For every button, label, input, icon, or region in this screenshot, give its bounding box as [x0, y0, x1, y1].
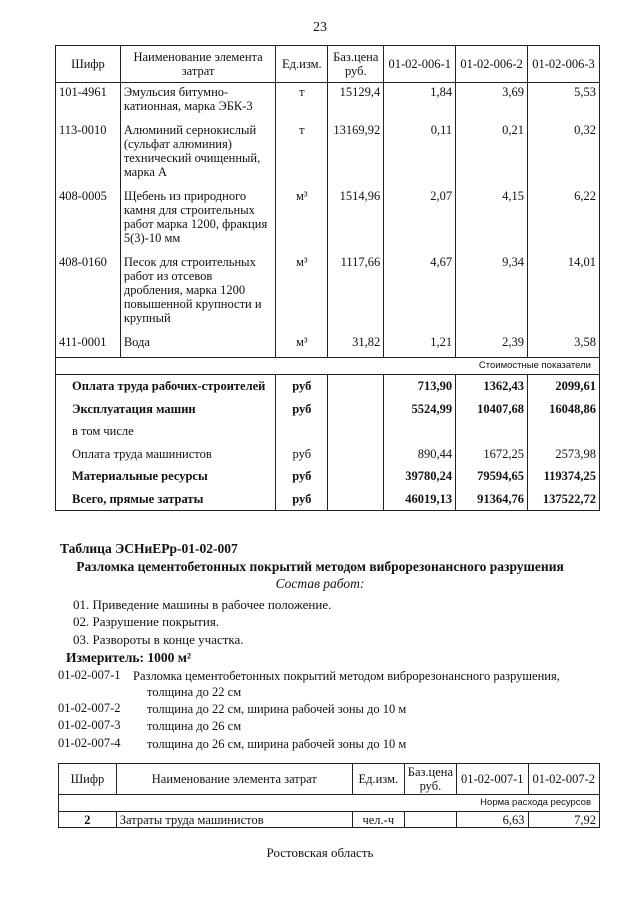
- cost-unit: руб: [276, 375, 328, 398]
- cost-value: 46019,13: [384, 488, 456, 511]
- cost-value: 1672,25: [456, 443, 528, 466]
- unit-cell: м³: [276, 253, 328, 333]
- cost-empty: [328, 443, 384, 466]
- cost-label: Оплата труда машинистов: [56, 443, 276, 466]
- unit-cell: т: [276, 83, 328, 122]
- header-cell: Шифр: [56, 46, 121, 83]
- header-cell: Наименование элемента затрат: [116, 764, 352, 795]
- cost-value: 91364,76: [456, 488, 528, 511]
- code-cell: 408-0160: [56, 253, 121, 333]
- price-cell: 1514,96: [328, 187, 384, 253]
- table-row: [56, 83, 600, 122]
- cost-value: [384, 420, 456, 443]
- item-code: 01-02-007-3: [58, 718, 121, 732]
- value-cell: 1,21: [384, 333, 456, 358]
- operation-item: 02. Разрушение покрытия.: [73, 614, 220, 629]
- item-code: 01-02-007-4: [58, 736, 121, 750]
- cost-label: Всего, прямые затраты: [56, 488, 276, 511]
- table-header: [59, 764, 600, 795]
- cost-label: Материальные ресурсы: [56, 465, 276, 488]
- unit-cell: м³: [276, 333, 328, 358]
- cost-empty: [328, 375, 384, 398]
- header-cell: Наименование элемента затрат: [120, 46, 276, 83]
- cost-unit: руб: [276, 443, 328, 466]
- name-cell: Затраты труда машинистов: [116, 812, 352, 828]
- value-cell: 9,34: [456, 253, 528, 333]
- norm-subheader: Норма расхода ресурсов: [59, 795, 600, 812]
- unit-cell: м³: [276, 187, 328, 253]
- header-cell: 01-02-006-3: [528, 46, 600, 83]
- code-cell: 113-0010: [56, 121, 121, 187]
- cost-value: 2573,98: [528, 443, 600, 466]
- header-cell: Баз.цена руб.: [328, 46, 384, 83]
- value-cell: 6,63: [457, 812, 528, 828]
- cost-unit: [276, 420, 328, 443]
- header-cell: 01-02-007-1: [457, 764, 528, 795]
- cost-unit: руб: [276, 465, 328, 488]
- table-row: [59, 812, 600, 828]
- operation-item: 03. Развороты в конце участка.: [73, 632, 244, 647]
- cost-value: 79594,65: [456, 465, 528, 488]
- cost-value: 10407,68: [456, 398, 528, 421]
- item-description: толщина до 26 см, ширина рабочей зоны до 10 м: [147, 737, 407, 751]
- item-code: 01-02-007-1: [58, 668, 121, 682]
- cost-label: в том числе: [56, 420, 276, 443]
- item-description-line: Разломка цементобетонных покрытий методом виброрезонансного разрушения,: [133, 669, 560, 683]
- work-composition-title: Состав работ:: [275, 576, 365, 591]
- unit-cell: т: [276, 121, 328, 187]
- item-description-line: толщина до 22 см: [147, 685, 242, 699]
- header-cell: 01-02-006-1: [384, 46, 456, 83]
- unit-cell: чел.-ч: [352, 812, 404, 828]
- page-number: 23: [313, 20, 327, 35]
- table-row: [56, 253, 600, 333]
- cost-value: 2099,61: [528, 375, 600, 398]
- item-description: [133, 668, 593, 700]
- name-cell: Щебень из природного камня для строительных работ марка 1200, фракция 5(3)-10 мм: [120, 187, 276, 253]
- price-cell: 13169,92: [328, 121, 384, 187]
- cost-empty: [328, 420, 384, 443]
- resources-table-1: [55, 45, 600, 511]
- value-cell: 7,92: [528, 812, 600, 828]
- cost-value: 16048,86: [528, 398, 600, 421]
- cost-value: [456, 420, 528, 443]
- cost-value: 1362,43: [456, 375, 528, 398]
- table-row: [56, 187, 600, 253]
- code-cell: 2: [59, 812, 117, 828]
- cost-value: [528, 420, 600, 443]
- price-cell: 15129,4: [328, 83, 384, 122]
- name-cell: Песок для строительных работ из отсевов дробления, марка 1200 повышенной крупности и крупный: [120, 253, 276, 333]
- cost-value: 119374,25: [528, 465, 600, 488]
- value-cell: 14,01: [528, 253, 600, 333]
- cost-row: [56, 488, 600, 511]
- value-cell: 3,69: [456, 83, 528, 122]
- code-cell: 411-0001: [56, 333, 121, 358]
- cost-unit: руб: [276, 398, 328, 421]
- price-cell: 31,82: [328, 333, 384, 358]
- table-row: [56, 121, 600, 187]
- value-cell: 1,84: [384, 83, 456, 122]
- item-description: толщина до 22 см, ширина рабочей зоны до 10 м: [147, 702, 407, 716]
- header-cell: 01-02-007-2: [528, 764, 600, 795]
- table-header: [56, 46, 600, 83]
- operation-item: 01. Приведение машины в рабочее положение.: [73, 597, 332, 612]
- cost-row: [56, 465, 600, 488]
- cost-label: Оплата труда рабочих-строителей: [56, 375, 276, 398]
- value-cell: 4,15: [456, 187, 528, 253]
- cost-empty: [328, 465, 384, 488]
- cost-value: 713,90: [384, 375, 456, 398]
- table-title: Таблица ЭСНиЕРр-01-02-007: [60, 541, 238, 556]
- cost-row: [56, 375, 600, 398]
- value-cell: 3,58: [528, 333, 600, 358]
- cost-subheader-row: [56, 358, 600, 375]
- cost-label: Эксплуатация машин: [56, 398, 276, 421]
- cost-value: 890,44: [384, 443, 456, 466]
- value-cell: 5,53: [528, 83, 600, 122]
- cost-value: 5524,99: [384, 398, 456, 421]
- name-cell: Вода: [120, 333, 276, 358]
- resources-table-2: [58, 763, 600, 828]
- name-cell: Алюминий сернокислый (сульфат алюминия) технический очищенный, марка А: [120, 121, 276, 187]
- cost-value: 137522,72: [528, 488, 600, 511]
- header-cell: Ед.изм.: [352, 764, 404, 795]
- price-cell: 1117,66: [328, 253, 384, 333]
- value-cell: 2,39: [456, 333, 528, 358]
- cost-row: [56, 443, 600, 466]
- name-cell: Эмульсия битумно-катионная, марка ЭБК-3: [120, 83, 276, 122]
- header-cell: 01-02-006-2: [456, 46, 528, 83]
- code-cell: 101-4961: [56, 83, 121, 122]
- cost-row: [56, 420, 600, 443]
- table-name: Разломка цементобетонных покрытий методом виброрезонансного разрушения: [76, 559, 564, 574]
- header-cell: Баз.цена руб.: [404, 764, 456, 795]
- cost-empty: [328, 488, 384, 511]
- header-cell: Ед.изм.: [276, 46, 328, 83]
- item-description: толщина до 26 см: [147, 719, 242, 733]
- measurement-unit: Измеритель: 1000 м²: [66, 650, 192, 665]
- cost-empty: [328, 398, 384, 421]
- cost-row: [56, 398, 600, 421]
- header-cell: Шифр: [59, 764, 117, 795]
- cost-subheader: Стоимостные показатели: [56, 358, 600, 375]
- code-cell: 408-0005: [56, 187, 121, 253]
- norm-subheader-row: [59, 795, 600, 812]
- value-cell: 0,11: [384, 121, 456, 187]
- value-cell: 4,67: [384, 253, 456, 333]
- item-code: 01-02-007-2: [58, 701, 121, 715]
- footer-region: Ростовская область: [266, 845, 374, 860]
- value-cell: 2,07: [384, 187, 456, 253]
- value-cell: 0,21: [456, 121, 528, 187]
- cost-value: 39780,24: [384, 465, 456, 488]
- price-cell: [404, 812, 456, 828]
- table-row: [56, 333, 600, 358]
- value-cell: 6,22: [528, 187, 600, 253]
- value-cell: 0,32: [528, 121, 600, 187]
- cost-unit: руб: [276, 488, 328, 511]
